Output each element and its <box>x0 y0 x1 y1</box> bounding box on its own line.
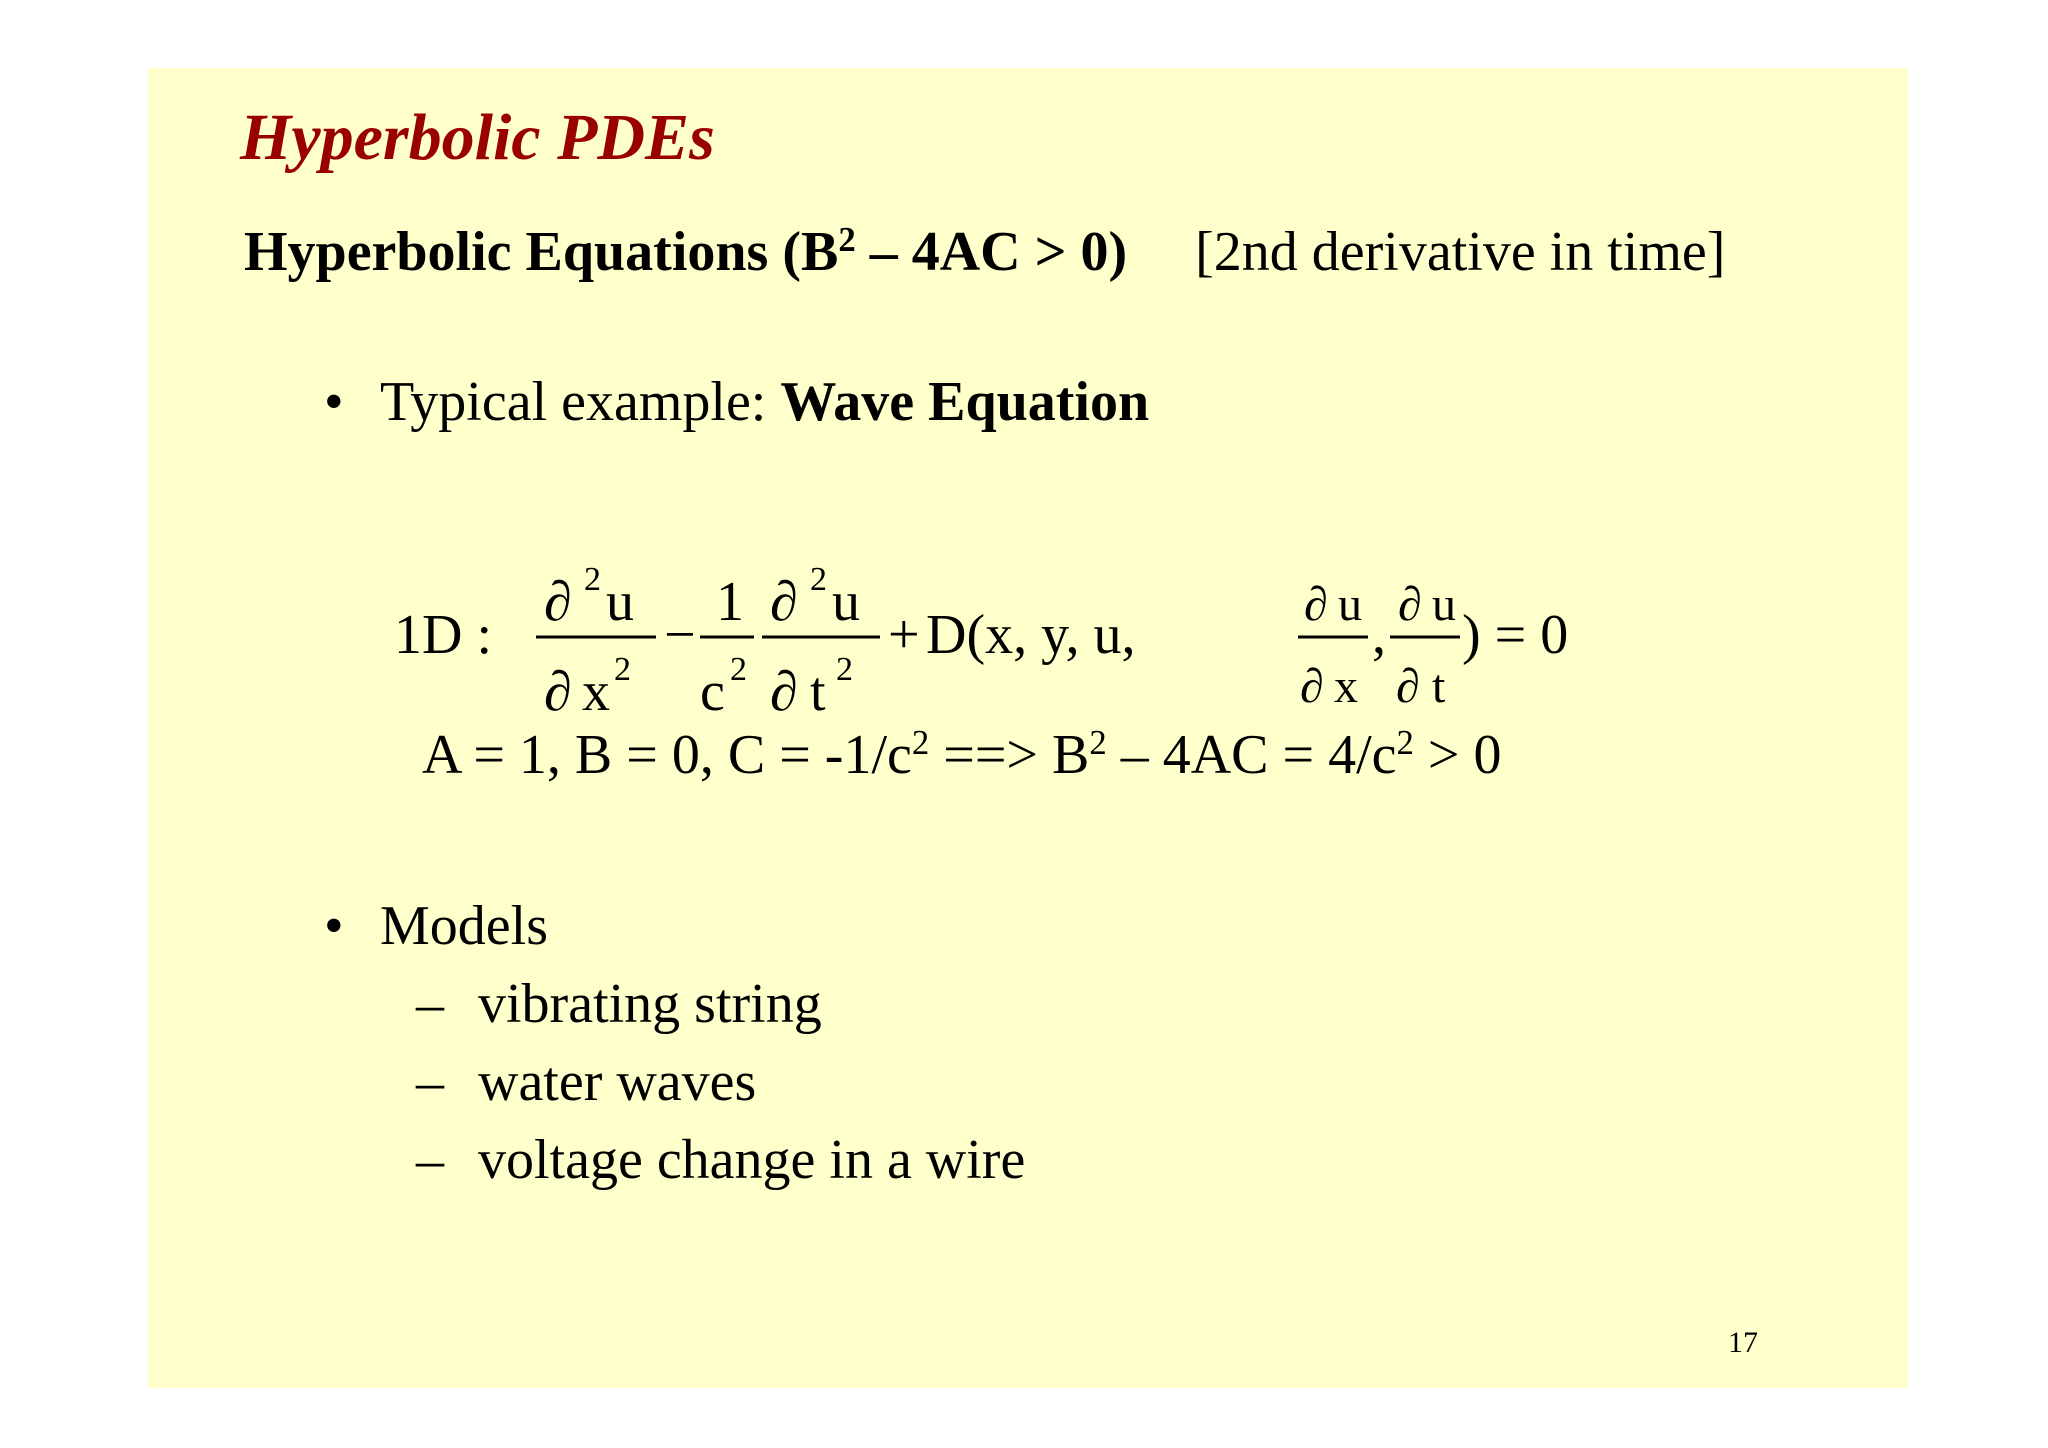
eq-d-function: D(x, y, u, <box>926 604 1136 666</box>
bullet-icon: • <box>324 371 344 433</box>
eq-x-1: x <box>582 661 610 723</box>
model-item: vibrating string <box>478 973 822 1035</box>
eq-sup-3: 2 <box>730 651 747 688</box>
eq-partial-1: ∂ <box>544 571 572 633</box>
page-number: 17 <box>1728 1326 1758 1359</box>
wave-equation <box>394 494 1594 750</box>
bullet-bold: Wave Equation <box>780 371 1150 433</box>
slide-subtitle <box>244 220 1725 284</box>
eq-u-3: u <box>1338 578 1362 631</box>
coef-part4: > 0 <box>1413 724 1502 786</box>
coef-part2: ==> B <box>929 724 1090 786</box>
eq-c: c <box>700 661 725 723</box>
eq-u-4: u <box>1432 578 1456 631</box>
eq-partial-2: ∂ <box>544 661 572 723</box>
dash-icon: – <box>416 1051 444 1113</box>
coef-part3: – 4AC = 4/c <box>1106 724 1397 786</box>
eq-comma: , <box>1372 604 1386 666</box>
eq-u-2: u <box>832 571 860 633</box>
eq-minus: − <box>664 604 696 666</box>
model-item: water waves <box>478 1051 757 1113</box>
bullet-models-label: Models <box>380 895 548 957</box>
eq-one: 1 <box>716 571 744 633</box>
eq-partial-3: ∂ <box>770 571 798 633</box>
eq-u-1: u <box>606 571 634 633</box>
eq-sup-5: 2 <box>836 651 853 688</box>
bullet-prefix: Typical example: <box>380 371 781 433</box>
subtitle-bold <box>244 221 1127 283</box>
coefficients-line <box>422 723 1501 787</box>
eq-close: ) = 0 <box>1462 604 1569 666</box>
eq-partial-7: ∂ <box>1398 578 1422 631</box>
eq-t-1: t <box>810 661 826 723</box>
slide <box>148 68 1908 1388</box>
eq-plus: + <box>888 604 920 666</box>
eq-partial-4: ∂ <box>770 661 798 723</box>
subtitle-bold-rest: – 4AC > 0) <box>855 221 1128 283</box>
coef-sup2: 2 <box>1089 722 1107 762</box>
eq-partial-8: ∂ <box>1396 660 1420 713</box>
eq-sup-2: 2 <box>614 651 631 688</box>
eq-t-2: t <box>1432 660 1446 713</box>
subtitle-bold-text: Hyperbolic Equations (B <box>244 221 839 283</box>
dash-icon: – <box>416 973 444 1035</box>
subtitle-superscript: 2 <box>838 219 856 259</box>
eq-sup-4: 2 <box>810 561 827 598</box>
coef-sup1: 2 <box>911 722 930 762</box>
eq-sup-1: 2 <box>584 561 601 598</box>
eq-x-2: x <box>1334 660 1358 713</box>
eq-partial-5: ∂ <box>1304 578 1328 631</box>
coef-sup3: 2 <box>1396 722 1414 762</box>
dash-icon: – <box>416 1129 444 1191</box>
model-item: voltage change in a wire <box>478 1129 1026 1191</box>
slide-title: Hyperbolic PDEs <box>240 101 715 174</box>
subtitle-bracket: [2nd derivative in time] <box>1195 221 1726 283</box>
coef-part1: A = 1, B = 0, C = -1/c <box>422 724 912 786</box>
bullet-icon: • <box>324 895 344 957</box>
eq-label: 1D : <box>394 604 492 666</box>
eq-partial-6: ∂ <box>1300 660 1324 713</box>
